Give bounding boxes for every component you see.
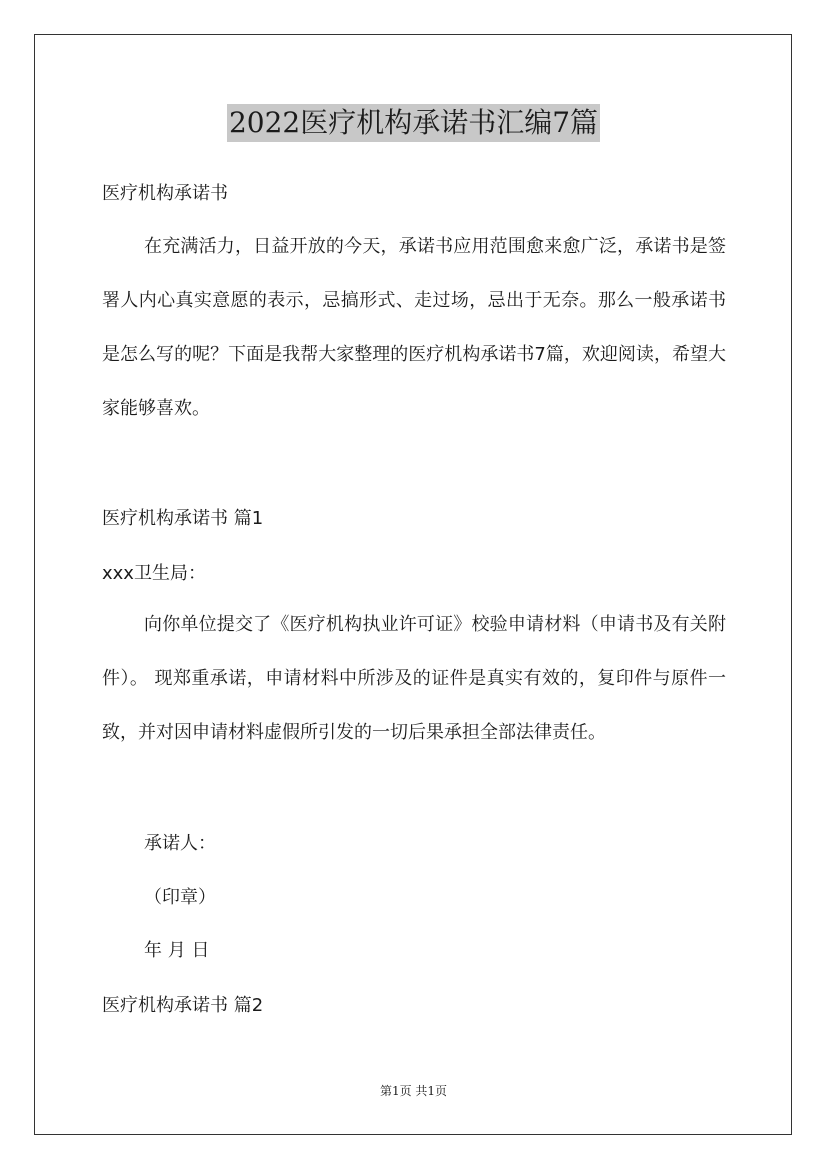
body-paragraph: 向你单位提交了《医疗机构执业许可证》校验申请材料（申请书及有关附件）。 现郑重承诺，申请材料中所涉及的证件是真实有效的，复印件与原件一致，并对因申请材料虚假所引发的一切后果承担全部法律责任。 [102,614,726,743]
section-heading-2: 医疗机构承诺书 篇2 [102,995,264,1016]
document-title: 2022医疗机构承诺书汇编7篇 [227,104,600,142]
seal-label: （印章） [144,887,216,908]
title-container [0,104,827,142]
page-footer: 第1页 共1页 [379,1084,448,1098]
section-heading-1: 医疗机构承诺书 篇1 [102,508,264,529]
date-label: 年 月 日 [144,940,210,961]
addressee: xxx卫生局： [102,563,206,584]
intro-paragraph: 在充满活力，日益开放的今天，承诺书应用范围愈来愈广泛，承诺书是签署人内心真实意愿的表示，忌搞形式、走过场，忌出于无奈。那么一般承诺书是怎么写的呢？下面是我帮大家整理的医疗机构承诺书7篇，欢迎阅读，希望大家能够喜欢。 [102,236,726,419]
promisor-label: 承诺人： [144,833,216,854]
subtitle: 医疗机构承诺书 [102,183,228,204]
